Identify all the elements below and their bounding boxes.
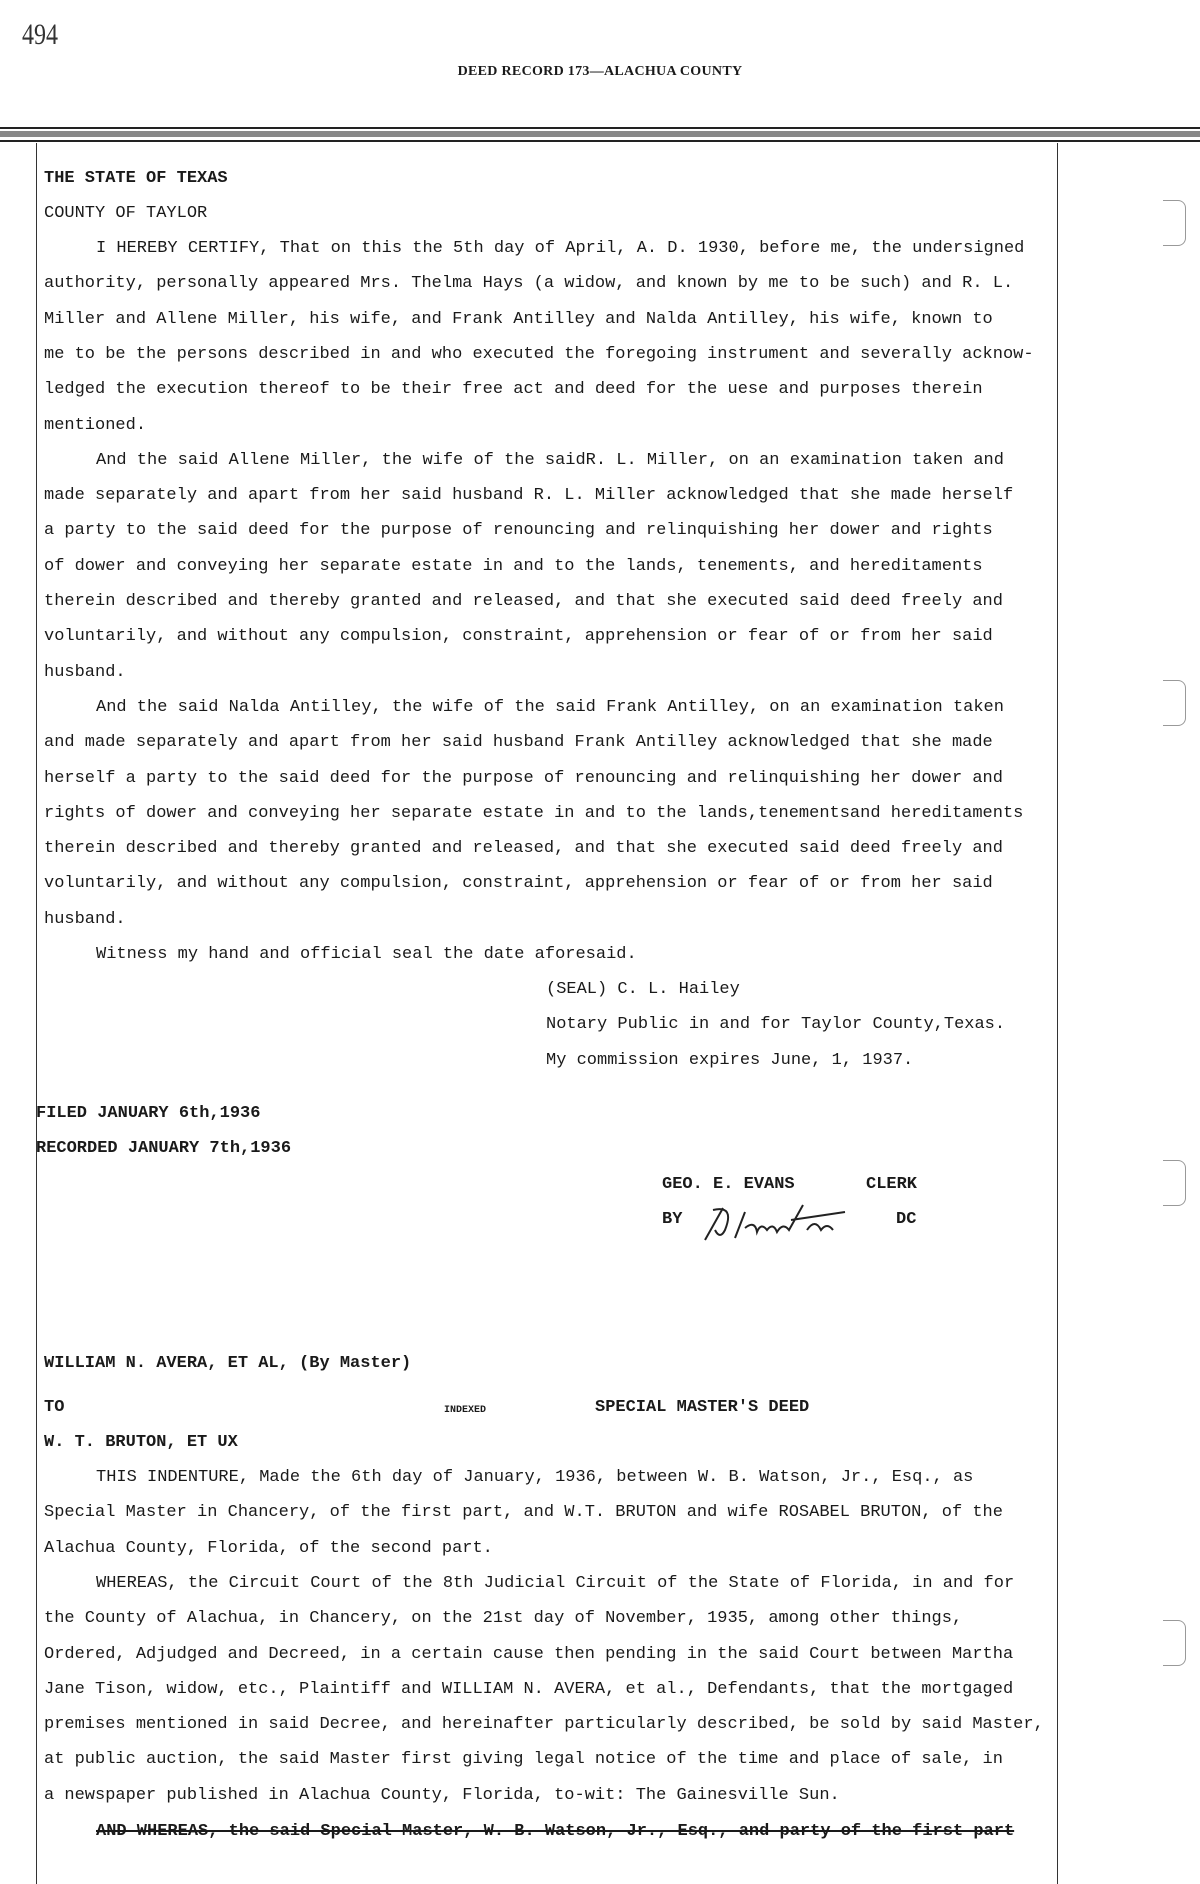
header-rule-band xyxy=(0,131,1200,137)
state-heading: THE STATE OF TEXAS xyxy=(44,169,228,188)
notary-commission: My commission expires June, 1, 1937. xyxy=(546,1051,914,1070)
text-line: Special Master in Chancery, of the first part, and W.T. BRUTON and wife ROSABEL BRUTON, of the xyxy=(44,1503,1003,1523)
text-line: mentioned. xyxy=(44,415,147,435)
text-line: Ordered, Adjudged and Decreed, in a certain cause then pending in the said Court between Martha xyxy=(44,1644,1014,1664)
text-line: husband. xyxy=(44,662,126,682)
county-heading: COUNTY OF TAYLOR xyxy=(44,204,208,223)
text-line: me to be the persons described in and who executed the foregoing instrument and severally acknow- xyxy=(44,344,1034,364)
text-line: And the said Nalda Antilley, the wife of the said Frank Antilley, on an examination taken xyxy=(96,697,1004,717)
by-label: BY xyxy=(662,1210,683,1229)
notary-title: Notary Public in and for Taylor County,Texas. xyxy=(546,1015,1006,1034)
text-line: ledged the execution thereof to be their free act and deed for the uese and purposes therein xyxy=(44,380,983,400)
left-margin-line xyxy=(36,143,37,1884)
grantor: WILLIAM N. AVERA, ET AL, (By Master) xyxy=(44,1354,412,1373)
struck-paragraph: AND WHEREAS, the said Special Master, W. B. Watson, Jr., Esq., and party of the first part xyxy=(96,1822,1015,1841)
text-line: a party to the said deed for the purpose of renouncing and relinquishing her dower and rights xyxy=(44,521,993,541)
grantee: W. T. BRUTON, ET UX xyxy=(44,1433,238,1452)
text-line: I HEREBY CERTIFY, That on this the 5th day of April, A. D. 1930, before me, the undersigned xyxy=(96,239,1025,258)
text-line: authority, personally appeared Mrs. Thelma Hays (a widow, and known by me to be such) and R. L. xyxy=(44,274,1014,294)
text-line: WHEREAS, the Circuit Court of the 8th Judicial Circuit of the State of Florida, in and for xyxy=(96,1573,1015,1593)
recorded-date: RECORDED JANUARY 7th,1936 xyxy=(36,1139,292,1158)
text-line: at public auction, the said Master first giving legal notice of the time and place of sale, in xyxy=(44,1750,1003,1770)
text-line: the County of Alachua, in Chancery, on the 21st day of November, 1935, among other things, xyxy=(44,1609,963,1629)
text-line: therein described and thereby granted and released, and that she executed said deed freely and xyxy=(44,839,1003,859)
text-line: herself a party to the said deed for the purpose of renouncing and relinquishing her dower and xyxy=(44,768,1003,788)
page-number: 494 xyxy=(22,18,58,51)
indexed-stamp: INDEXED xyxy=(444,1405,487,1416)
text-line: rights of dower and conveying her separate estate in and to the lands,tenementsand hereditaments xyxy=(44,803,1024,823)
text-line: of dower and conveying her separate estate in and to the lands, tenements, and hereditaments xyxy=(44,556,983,576)
dc-label: DC xyxy=(896,1210,917,1229)
clerk-signature xyxy=(695,1200,875,1250)
clerk-title: CLERK xyxy=(866,1175,918,1194)
filed-date: FILED JANUARY 6th,1936 xyxy=(36,1104,261,1123)
binder-hole xyxy=(1163,1620,1186,1666)
text-line: therein described and thereby granted and released, and that she executed said deed freely and xyxy=(44,592,1003,611)
text-line: made separately and apart from her said husband R. L. Miller acknowledged that she made herself xyxy=(44,486,1014,506)
text-line: voluntarily, and without any compulsion, constraint, apprehension or fear of or from her said xyxy=(44,874,993,894)
clerk-name: GEO. E. EVANS xyxy=(662,1175,795,1194)
text-line: And the said Allene Miller, the wife of the saidR. L. Miller, on an examination taken and xyxy=(96,450,1004,470)
deed-title: SPECIAL MASTER'S DEED xyxy=(595,1398,810,1417)
text-line: and made separately and apart from her said husband Frank Antilley acknowledged that she made xyxy=(44,733,993,753)
binder-hole xyxy=(1163,200,1186,246)
text-line: Jane Tison, widow, etc., Plaintiff and WILLIAM N. AVERA, et al., Defendants, that the mortgaged xyxy=(44,1679,1014,1699)
text-line: a newspaper published in Alachua County, Florida, to-wit: The Gainesville Sun. xyxy=(44,1785,840,1805)
binder-hole xyxy=(1163,680,1186,726)
text-line: Miller and Allene Miller, his wife, and Frank Antilley and Nalda Antilley, his wife, known to xyxy=(44,309,993,329)
binder-hole xyxy=(1163,1160,1186,1206)
text-line: premises mentioned in said Decree, and hereinafter particularly described, be sold by said Master, xyxy=(44,1715,1044,1735)
header-rule xyxy=(0,127,1200,129)
notary-seal: (SEAL) C. L. Hailey xyxy=(546,980,740,999)
page-title: DEED RECORD 173—ALACHUA COUNTY xyxy=(457,64,743,79)
text-line: THIS INDENTURE, Made the 6th day of January, 1936, between W. B. Watson, Jr., Esq., as xyxy=(96,1468,974,1487)
right-margin-line xyxy=(1057,143,1058,1884)
to-label: TO xyxy=(44,1398,65,1417)
text-line: Alachua County, Florida, of the second part. xyxy=(44,1538,493,1558)
text-line: voluntarily, and without any compulsion, constraint, apprehension or fear of or from her said xyxy=(44,627,993,647)
header-rule-bottom xyxy=(0,140,1200,142)
text-line: husband. xyxy=(44,909,126,929)
text-line: Witness my hand and official seal the date aforesaid. xyxy=(96,945,637,964)
